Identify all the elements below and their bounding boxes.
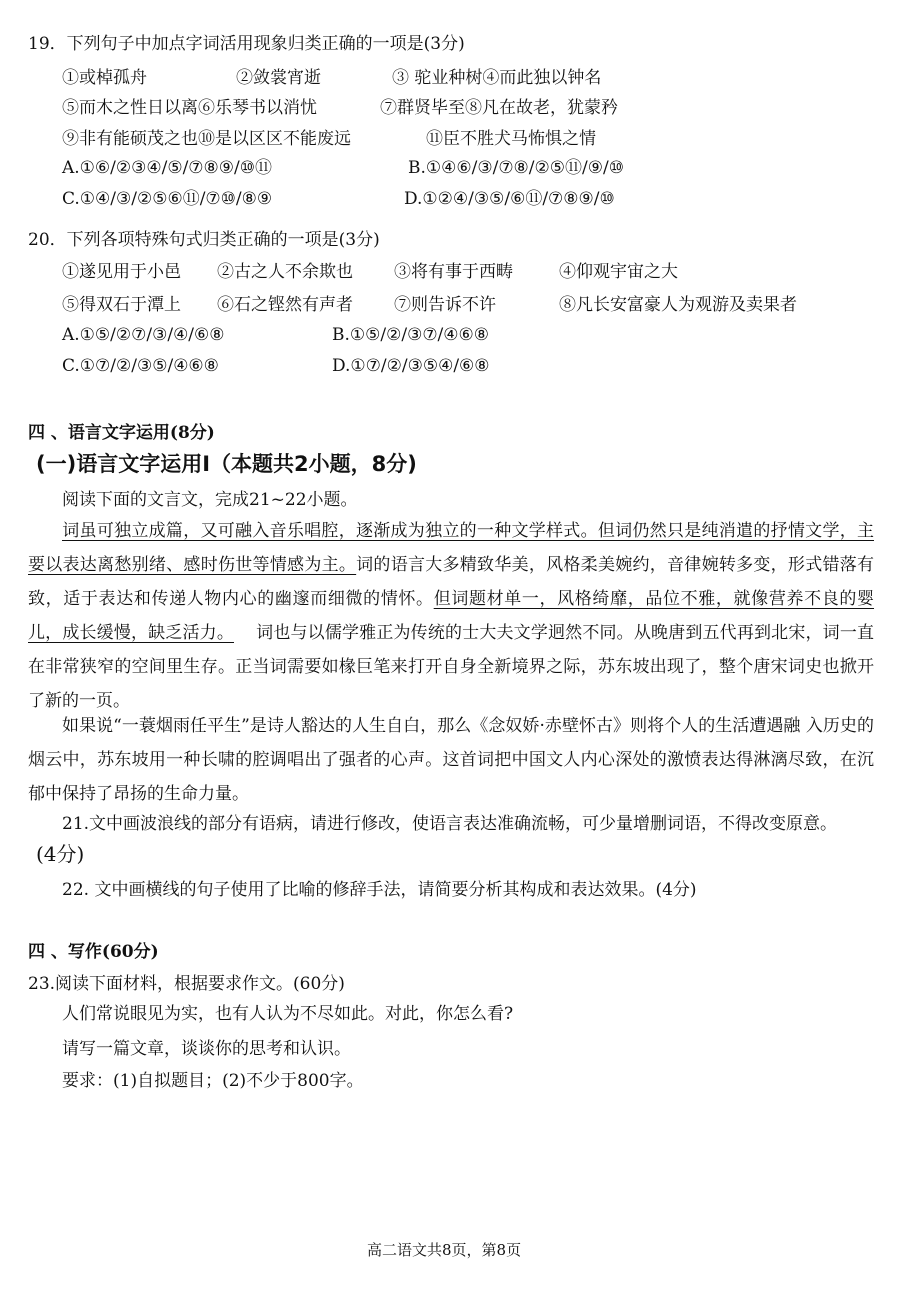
q20-item: ⑧凡长安富豪人为观游及卖果者 (559, 295, 797, 315)
q20-item: ③将有事于西畴 (394, 262, 513, 282)
q19-option-a: A.①⑥/②③④/⑤/⑦⑧⑨/⑩⑪ (62, 158, 272, 178)
q20-item: ⑥石之铿然有声者 (217, 295, 353, 315)
q19-item: ⑪臣不胜犬马怖惧之情 (426, 129, 596, 149)
writing-task: 请写一篇文章，谈谈你的思考和认识。 (62, 1039, 351, 1059)
q19-option-c: C.①④/③/②⑤⑥⑪/⑦⑩/⑧⑨ (62, 189, 273, 209)
q20-title: 20．下列各项特殊句式归类正确的一项是(3分) (28, 230, 380, 250)
wavy-underlined-text: 词虽可独立成篇，又可融入音乐唱腔，逐渐成为独立的一种文学样式。但词仍然只是纯消遣的抒情文学，主要以表达离愁别绪、感时伤世等情感为主。 (28, 521, 874, 575)
q19-item: ⑦群贤毕至⑧凡在故老，犹蒙矜 (380, 98, 618, 118)
writing-section-heading: 四 、写作(60分) (28, 942, 159, 962)
q20-item: ②古之人不余欺也 (217, 262, 353, 282)
writing-material: 人们常说眼见为实，也有人认为不尽如此。对此，你怎么看? (62, 1004, 514, 1024)
underlined-sentence: 但词题材单一，风格绮靡，品位不雅，就像营养不良的婴儿，成长缓慢，缺乏活力。 (28, 589, 875, 643)
writing-requirements: 要求：(1)自拟题目；(2)不少于800字。 (62, 1071, 364, 1091)
passage-text: 词的语言大多精致华美，风格柔美婉约，音律婉转多变，形式错落有致，适于表达和传递人物内心的幽邃而细微的情怀。 (28, 555, 875, 609)
q23-title: 23.阅读下面材料，根据要求作文。(60分) (28, 974, 345, 994)
q20-option-a: A.①⑤/②⑦/③/④/⑥⑧ (62, 325, 225, 345)
q19-item: ⑤而木之性日以离⑥乐琴书以消忧 (62, 98, 317, 118)
q20-option-b: B.①⑤/②/③⑦/④⑥⑧ (332, 325, 490, 345)
q19-item: ①或棹孤舟 (62, 68, 147, 88)
page-footer: 高二语文共8页，第8页 (367, 1241, 522, 1259)
passage-paragraph-1 (28, 514, 874, 718)
q20-option-c: C.①⑦/②/③⑤/④⑥⑧ (62, 356, 219, 376)
q22-text: 22. 文中画横线的句子使用了比喻的修辞手法，请简要分析其构成和表达效果。(4分) (62, 880, 697, 900)
q19-title: 19．下列句子中加点字词活用现象归类正确的一项是(3分) (28, 34, 465, 54)
reading-instruction: 阅读下面的文言文，完成21~22小题。 (62, 490, 358, 510)
q20-item: ①遂见用于小邑 (62, 262, 181, 282)
passage-text: 词也与以儒学雅正为传统的士大夫文学迥然不同。从晚唐到五代再到北宋，词一直在非常狭窄的空间里生存。正当词需要如椽巨笔来打开自身全新境界之际，苏东坡出现了，整个唐宋词史也掀开了新的一页。 (28, 623, 874, 711)
q19-item: ③ 驼业种树④而此独以钟名 (392, 68, 602, 88)
q19-option-d: D.①②④/③⑤/⑥⑪/⑦⑧⑨/⑩ (404, 189, 615, 209)
q21-text: 21.文中画波浪线的部分有语病，请进行修改，使语言表达准确流畅，可少量增删词语，不得改变原意。 (62, 814, 838, 834)
q20-option-d: D.①⑦/②/③⑤④/⑥⑧ (332, 356, 490, 376)
q19-option-b: B.①④⑥/③/⑦⑧/②⑤⑪/⑨/⑩ (408, 158, 624, 178)
q20-item: ⑦则告诉不许 (394, 295, 496, 315)
section-heading: 四 、语言文字运用(8分) (28, 423, 215, 443)
q20-item: ④仰观宇宙之大 (559, 262, 678, 282)
q20-item: ⑤得双石于潭上 (62, 295, 181, 315)
q19-item: ②敛裳宵逝 (236, 68, 321, 88)
sub-section-heading: (一)语言文字运用I（本题共2小题，8分) (36, 452, 417, 476)
q19-item: ⑨非有能硕茂之也⑩是以区区不能废远 (62, 129, 351, 149)
q21-score: (4分) (36, 842, 85, 866)
passage-paragraph-2: 如果说“一蓑烟雨任平生”是诗人豁达的人生自白，那么《念奴娇·赤壁怀古》则将个人的生活遭遇融 入历史的烟云中，苏东坡用一种长啸的腔调唱出了强者的心声。这首词把中国文人内心深处的激愤表达得淋漓尽致，在沉郁中保持了昂扬的生命力量。 (28, 716, 874, 804)
